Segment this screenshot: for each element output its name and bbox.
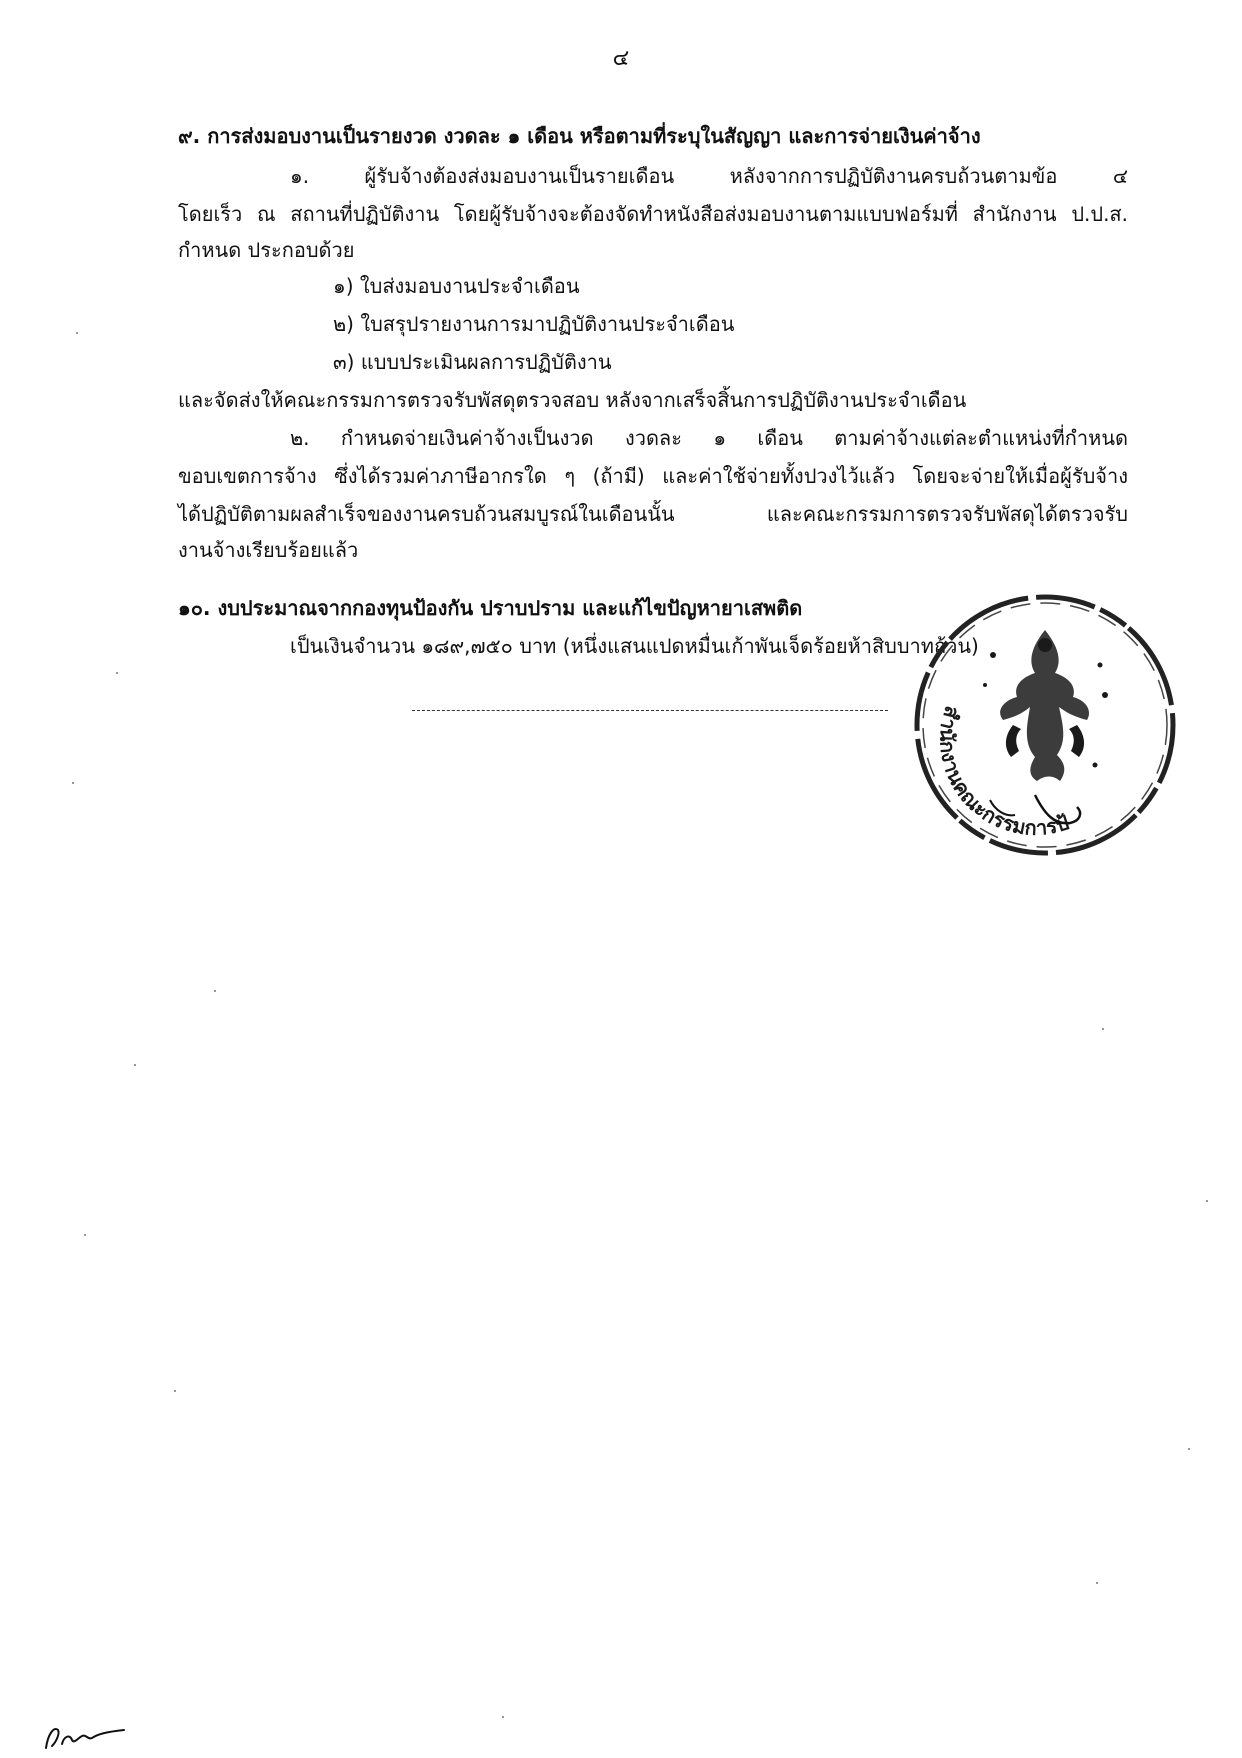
scan-speck <box>1096 1582 1098 1584</box>
list-item: ๑) ใบส่งมอบงานประจำเดือน <box>333 274 580 298</box>
seal-text: สำนักงานคณะกรรมการป้ <box>935 703 1072 840</box>
scan-speck <box>72 782 74 784</box>
handwritten-initials <box>40 1720 130 1754</box>
section-9-para1-line3: กำหนด ประกอบด้วย <box>178 238 355 262</box>
scan-speck <box>502 1716 504 1718</box>
section-10-amount: เป็นเงินจำนวน ๑๘๙,๗๕๐ บาท (หนึ่งแสนแปดหมื่นเก้าพันเจ็ดร้อยห้าสิบบาทถ้วน) <box>290 634 979 658</box>
section-9-para2-line2: ขอบเขตการจ้าง ซึ่งได้รวมค่าภาษีอากรใด ๆ (ถ้ามี) และค่าใช้จ่ายทั้งปวงไว้แล้ว โดยจะจ่ายให้เมื่อผู้รับจ้าง <box>178 464 1128 488</box>
list-item: ๓) แบบประเมินผลการปฏิบัติงาน <box>333 350 612 374</box>
scan-speck <box>134 1064 136 1066</box>
section-9-para2-line1: ๒. กำหนดจ่ายเงินค่าจ้างเป็นงวด งวดละ ๑ เดือน ตามค่าจ้างแต่ละตำแหน่งที่กำหนด <box>290 426 1128 450</box>
section-9-para2-line4: งานจ้างเรียบร้อยแล้ว <box>178 538 359 562</box>
scan-speck <box>174 1390 176 1392</box>
official-seal <box>895 585 1185 875</box>
scan-speck <box>1206 1200 1208 1202</box>
section-10-heading: ๑๐. งบประมาณจากกองทุนป้องกัน ปราบปราม และแก้ไขปัญหายาเสพติด <box>178 596 803 620</box>
section-9-para1-line1: ๑. ผู้รับจ้างต้องส่งมอบงานเป็นรายเดือน หลังจากการปฏิบัติงานครบถ้วนตามข้อ ๔ <box>290 164 1128 188</box>
section-9-heading: ๙. การส่งมอบงานเป็นรายงวด งวดละ ๑ เดือน หรือตามที่ระบุในสัญญา และการจ่ายเงินค่าจ้าง <box>178 124 981 148</box>
section-9-para1-closing: และจัดส่งให้คณะกรรมการตรวจรับพัสดุตรวจสอบ หลังจากเสร็จสิ้นการปฏิบัติงานประจำเดือน <box>178 388 967 412</box>
scan-speck <box>84 1234 86 1236</box>
end-divider <box>412 710 888 711</box>
page-number: ๔ <box>612 46 630 71</box>
scan-speck <box>116 672 118 674</box>
scan-speck <box>76 332 78 334</box>
scan-speck <box>1188 1448 1190 1450</box>
scan-speck <box>1102 1028 1104 1030</box>
section-9-para1-line2: โดยเร็ว ณ สถานที่ปฏิบัติงาน โดยผู้รับจ้างจะต้องจัดทำหนังสือส่งมอบงานตามแบบฟอร์มที่ สำนักงาน ป.ป.ส. <box>178 202 1128 226</box>
list-item: ๒) ใบสรุปรายงานการมาปฏิบัติงานประจำเดือน <box>333 312 735 336</box>
section-9-para2-line3: ได้ปฏิบัติตามผลสำเร็จของงานครบถ้วนสมบูรณ์ในเดือนนั้น และคณะกรรมการตรวจรับพัสดุได้ตรวจรับ <box>178 502 1128 526</box>
scan-speck <box>214 990 216 992</box>
